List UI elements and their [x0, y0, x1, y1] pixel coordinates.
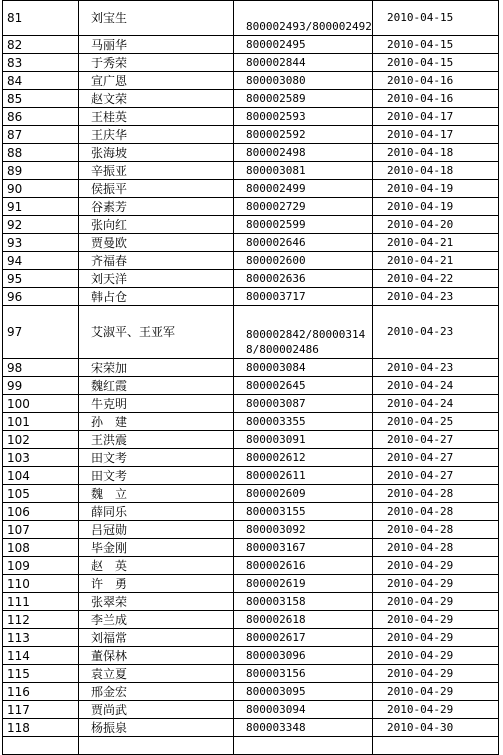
row-number-cell: 110: [3, 575, 79, 593]
name-cell: 王洪震: [79, 431, 234, 449]
name-cell: 宋荣加: [79, 359, 234, 377]
row-number-cell: 99: [3, 377, 79, 395]
row-number-cell: 85: [3, 90, 79, 108]
date-cell: 2010-04-21: [373, 252, 499, 270]
table-row: [3, 234, 499, 252]
date-cell: 2010-04-23: [373, 288, 499, 306]
table-row: [3, 144, 499, 162]
date-cell: 2010-04-29: [373, 629, 499, 647]
date-cell: 2010-04-25: [373, 413, 499, 431]
account-code-cell: 800002636: [234, 270, 373, 288]
account-code-cell: 800002498: [234, 144, 373, 162]
name-cell: 刘宝生: [79, 1, 234, 36]
row-number-cell: [3, 737, 79, 755]
table-row: [3, 719, 499, 737]
name-cell: [79, 737, 234, 755]
table-row: [3, 467, 499, 485]
row-number-cell: 117: [3, 701, 79, 719]
date-cell: 2010-04-28: [373, 521, 499, 539]
name-cell: 张翠荣: [79, 593, 234, 611]
account-code-cell: 800003355: [234, 413, 373, 431]
table-row: [3, 36, 499, 54]
table-row: [3, 737, 499, 755]
account-code-cell: 800002616: [234, 557, 373, 575]
account-code-cell: 800003156: [234, 665, 373, 683]
name-cell: 艾淑平、王亚军: [79, 306, 234, 359]
account-code-cell: 800002609: [234, 485, 373, 503]
name-cell: 辛振亚: [79, 162, 234, 180]
date-cell: 2010-04-29: [373, 647, 499, 665]
account-code-cell: 800002611: [234, 467, 373, 485]
date-cell: 2010-04-29: [373, 665, 499, 683]
name-cell: 薛同乐: [79, 503, 234, 521]
account-code-cell: 800003717: [234, 288, 373, 306]
name-cell: 王桂英: [79, 108, 234, 126]
date-cell: [373, 737, 499, 755]
date-cell: 2010-04-21: [373, 234, 499, 252]
table-row: [3, 1, 499, 36]
table-row: [3, 162, 499, 180]
table-row: [3, 539, 499, 557]
date-cell: 2010-04-23: [373, 306, 499, 359]
date-cell: 2010-04-29: [373, 575, 499, 593]
account-code-cell: 800002645: [234, 377, 373, 395]
row-number-cell: 102: [3, 431, 79, 449]
table-row: [3, 593, 499, 611]
account-code-cell: 800002499: [234, 180, 373, 198]
row-number-cell: 89: [3, 162, 79, 180]
account-code-cell: 800003096: [234, 647, 373, 665]
account-code-cell: 800002646: [234, 234, 373, 252]
account-code-cell: 800003084: [234, 359, 373, 377]
row-number-cell: 94: [3, 252, 79, 270]
row-number-cell: 81: [3, 1, 79, 36]
table-row: [3, 270, 499, 288]
account-code-cell: 800002593: [234, 108, 373, 126]
account-code-cell: 800002618: [234, 611, 373, 629]
date-cell: 2010-04-28: [373, 539, 499, 557]
name-cell: 贾尚武: [79, 701, 234, 719]
row-number-cell: 113: [3, 629, 79, 647]
name-cell: 韩占仓: [79, 288, 234, 306]
name-cell: 董保林: [79, 647, 234, 665]
table-row: [3, 611, 499, 629]
table-row: [3, 126, 499, 144]
table-row: [3, 521, 499, 539]
table-row: [3, 485, 499, 503]
name-cell: 袁立夏: [79, 665, 234, 683]
date-cell: 2010-04-15: [373, 54, 499, 72]
record-table: [2, 0, 499, 755]
name-cell: 田文考: [79, 467, 234, 485]
date-cell: 2010-04-17: [373, 108, 499, 126]
name-cell: 刘天洋: [79, 270, 234, 288]
name-cell: 侯振平: [79, 180, 234, 198]
name-cell: 齐福春: [79, 252, 234, 270]
name-cell: 吕冠勋: [79, 521, 234, 539]
account-code-cell: 800003081: [234, 162, 373, 180]
account-code-cell: 800003158: [234, 593, 373, 611]
date-cell: 2010-04-29: [373, 557, 499, 575]
date-cell: 2010-04-24: [373, 377, 499, 395]
date-cell: 2010-04-29: [373, 593, 499, 611]
row-number-cell: 107: [3, 521, 79, 539]
row-number-cell: 111: [3, 593, 79, 611]
account-code-cell: 800002617: [234, 629, 373, 647]
account-code-cell: 800002599: [234, 216, 373, 234]
row-number-cell: 103: [3, 449, 79, 467]
name-cell: 张向红: [79, 216, 234, 234]
name-cell: 杨振泉: [79, 719, 234, 737]
date-cell: 2010-04-17: [373, 126, 499, 144]
account-code-cell: 800003348: [234, 719, 373, 737]
row-number-cell: 87: [3, 126, 79, 144]
table-row: [3, 701, 499, 719]
date-cell: 2010-04-16: [373, 90, 499, 108]
name-cell: 邢金宏: [79, 683, 234, 701]
name-cell: 马丽华: [79, 36, 234, 54]
table-row: [3, 449, 499, 467]
date-cell: 2010-04-19: [373, 198, 499, 216]
table-row: [3, 90, 499, 108]
table-row: [3, 180, 499, 198]
row-number-cell: 118: [3, 719, 79, 737]
name-cell: 谷素芳: [79, 198, 234, 216]
date-cell: 2010-04-28: [373, 485, 499, 503]
row-number-cell: 114: [3, 647, 79, 665]
table-row: [3, 683, 499, 701]
name-cell: 赵文荣: [79, 90, 234, 108]
row-number-cell: 115: [3, 665, 79, 683]
account-code-cell: 800002842/800003148/800002486: [234, 306, 373, 359]
table-row: [3, 54, 499, 72]
row-number-cell: 97: [3, 306, 79, 359]
account-code-cell: 800002844: [234, 54, 373, 72]
account-code-cell: 800002592: [234, 126, 373, 144]
date-cell: 2010-04-29: [373, 701, 499, 719]
table-row: [3, 629, 499, 647]
row-number-cell: 86: [3, 108, 79, 126]
account-code-cell: 800003091: [234, 431, 373, 449]
account-code-cell: 800003095: [234, 683, 373, 701]
row-number-cell: 98: [3, 359, 79, 377]
row-number-cell: 95: [3, 270, 79, 288]
row-number-cell: 108: [3, 539, 79, 557]
name-cell: 魏红霞: [79, 377, 234, 395]
table-row: [3, 503, 499, 521]
table-row: [3, 288, 499, 306]
row-number-cell: 104: [3, 467, 79, 485]
account-code-cell: 800002729: [234, 198, 373, 216]
date-cell: 2010-04-18: [373, 144, 499, 162]
row-number-cell: 93: [3, 234, 79, 252]
name-cell: 王庆华: [79, 126, 234, 144]
date-cell: 2010-04-29: [373, 683, 499, 701]
row-number-cell: 84: [3, 72, 79, 90]
name-cell: 许 勇: [79, 575, 234, 593]
date-cell: 2010-04-15: [373, 36, 499, 54]
name-cell: 魏 立: [79, 485, 234, 503]
table-row: [3, 306, 499, 359]
table-row: [3, 395, 499, 413]
date-cell: 2010-04-19: [373, 180, 499, 198]
account-code-cell: 800002600: [234, 252, 373, 270]
date-cell: 2010-04-30: [373, 719, 499, 737]
row-number-cell: 82: [3, 36, 79, 54]
table-row: [3, 198, 499, 216]
row-number-cell: 116: [3, 683, 79, 701]
account-code-cell: 800002493/800002492: [234, 1, 373, 36]
account-code-cell: 800002589: [234, 90, 373, 108]
account-code-cell: 800003094: [234, 701, 373, 719]
account-code-cell: [234, 737, 373, 755]
row-number-cell: 83: [3, 54, 79, 72]
table-row: [3, 413, 499, 431]
account-code-cell: 800003080: [234, 72, 373, 90]
name-cell: 贾曼欧: [79, 234, 234, 252]
name-cell: 刘福常: [79, 629, 234, 647]
table-row: [3, 575, 499, 593]
date-cell: 2010-04-18: [373, 162, 499, 180]
table-row: [3, 72, 499, 90]
table-row: [3, 557, 499, 575]
account-code-cell: 800002612: [234, 449, 373, 467]
account-code-cell: 800003087: [234, 395, 373, 413]
account-code-cell: 800003092: [234, 521, 373, 539]
row-number-cell: 105: [3, 485, 79, 503]
account-code-cell: 800003155: [234, 503, 373, 521]
date-cell: 2010-04-27: [373, 449, 499, 467]
name-cell: 李兰成: [79, 611, 234, 629]
name-cell: 毕金刚: [79, 539, 234, 557]
name-cell: 赵 英: [79, 557, 234, 575]
table-row: [3, 359, 499, 377]
row-number-cell: 90: [3, 180, 79, 198]
table-row: [3, 665, 499, 683]
name-cell: 田文考: [79, 449, 234, 467]
account-code-cell: 800002495: [234, 36, 373, 54]
name-cell: 牛克明: [79, 395, 234, 413]
name-cell: 于秀荣: [79, 54, 234, 72]
date-cell: 2010-04-29: [373, 611, 499, 629]
row-number-cell: 96: [3, 288, 79, 306]
date-cell: 2010-04-15: [373, 1, 499, 36]
row-number-cell: 106: [3, 503, 79, 521]
row-number-cell: 100: [3, 395, 79, 413]
name-cell: 孙 建: [79, 413, 234, 431]
table-row: [3, 377, 499, 395]
date-cell: 2010-04-27: [373, 431, 499, 449]
row-number-cell: 109: [3, 557, 79, 575]
name-cell: 张海坡: [79, 144, 234, 162]
date-cell: 2010-04-28: [373, 503, 499, 521]
row-number-cell: 92: [3, 216, 79, 234]
row-number-cell: 91: [3, 198, 79, 216]
table-row: [3, 252, 499, 270]
account-code-cell: 800002619: [234, 575, 373, 593]
record-table-body: [3, 1, 499, 755]
row-number-cell: 88: [3, 144, 79, 162]
name-cell: 宣广恩: [79, 72, 234, 90]
date-cell: 2010-04-20: [373, 216, 499, 234]
row-number-cell: 101: [3, 413, 79, 431]
date-cell: 2010-04-16: [373, 72, 499, 90]
table-row: [3, 108, 499, 126]
table-row: [3, 647, 499, 665]
row-number-cell: 112: [3, 611, 79, 629]
date-cell: 2010-04-27: [373, 467, 499, 485]
table-row: [3, 216, 499, 234]
account-code-cell: 800003167: [234, 539, 373, 557]
date-cell: 2010-04-22: [373, 270, 499, 288]
date-cell: 2010-04-24: [373, 395, 499, 413]
table-row: [3, 431, 499, 449]
date-cell: 2010-04-23: [373, 359, 499, 377]
